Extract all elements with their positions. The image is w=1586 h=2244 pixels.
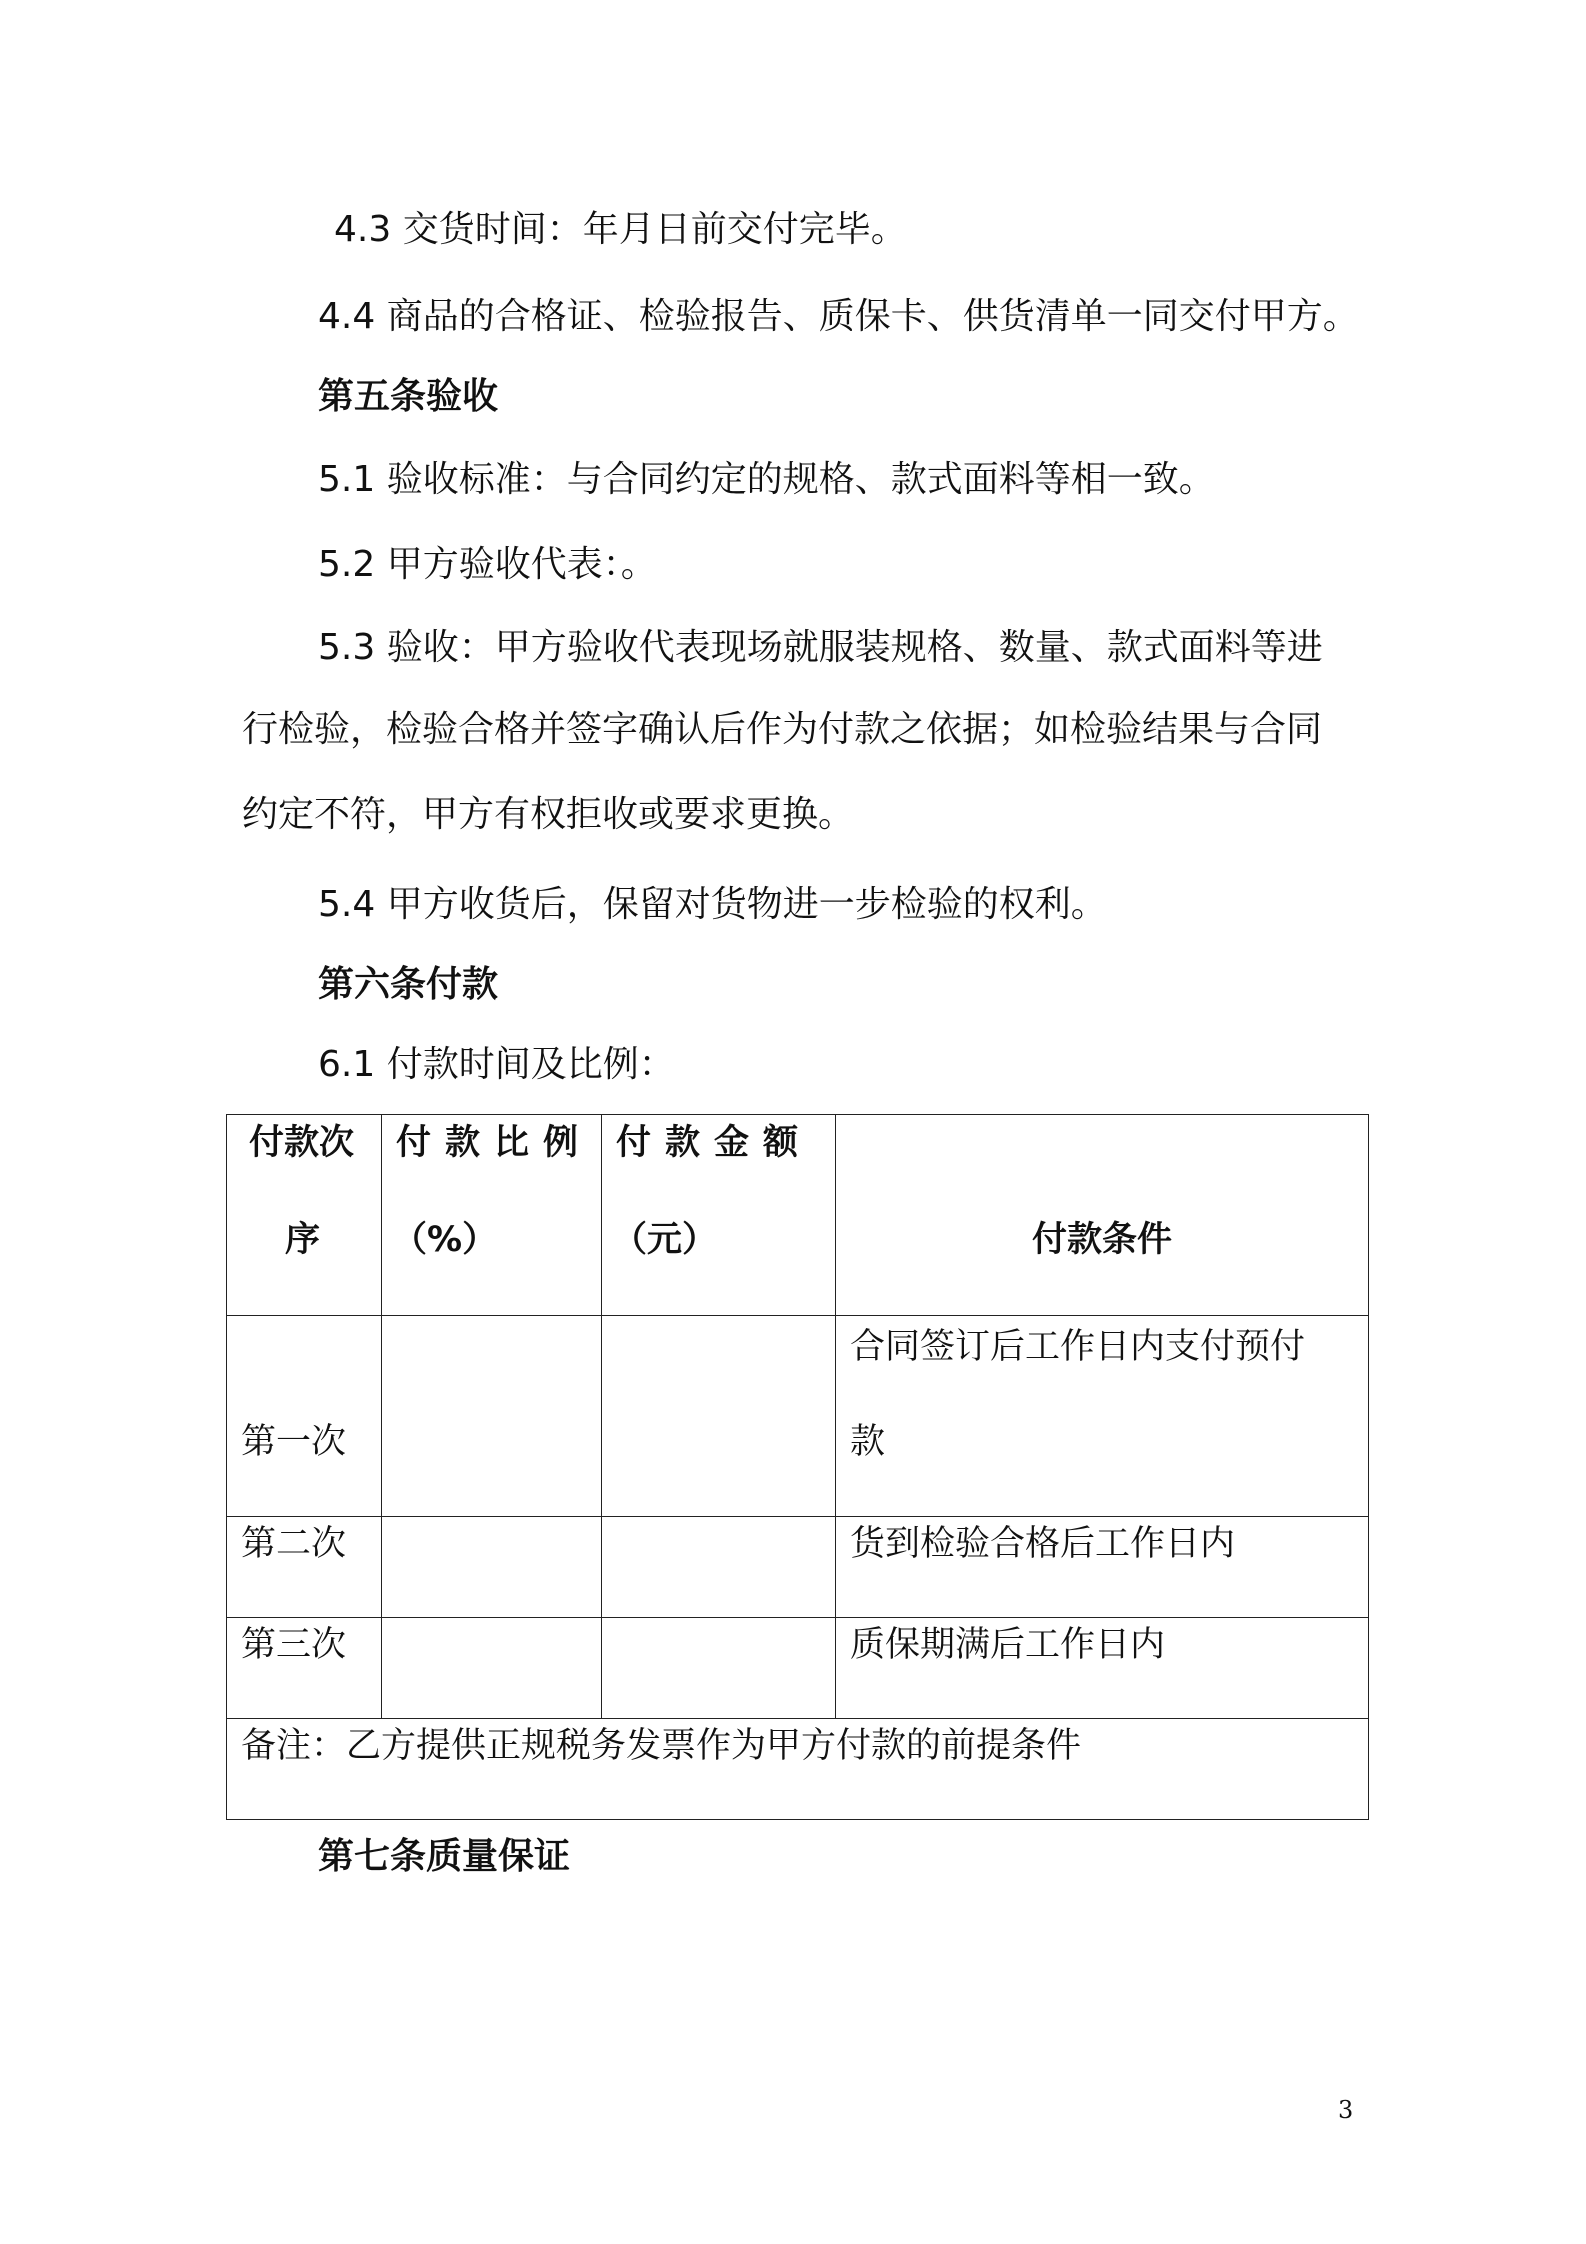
header-condition: 付款条件 [836,1115,1369,1316]
row-2-order: 第二次 [227,1517,382,1618]
row-2-ratio [382,1517,602,1618]
row-3-condition: 质保期满后工作日内 [836,1618,1369,1719]
clause-4-4: 4.4 商品的合格证、检验报告、质保卡、供货清单一同交付甲方。 [318,296,1359,337]
row-3-order: 第三次 [227,1618,382,1719]
table-header-row [227,1115,1369,1316]
row-1-amount [602,1316,836,1517]
article-5-heading: 第五条验收 [318,376,499,417]
header-amount: 付款金额 （元） [602,1115,836,1316]
row-2-condition: 货到检验合格后工作日内 [836,1517,1369,1618]
clause-5-4: 5.4 甲方收货后，保留对货物进一步检验的权利。 [318,884,1107,925]
header-ratio: 付款比例 （%） [382,1115,602,1316]
clause-5-3-line-3: 约定不符，甲方有权拒收或要求更换。 [242,794,855,835]
header-order: 付款次 序 [227,1115,382,1316]
table-row [227,1517,1369,1618]
clause-5-1: 5.1 验收标准：与合同约定的规格、款式面料等相一致。 [318,459,1215,500]
row-1-ratio [382,1316,602,1517]
table-row [227,1618,1369,1719]
clause-5-3-line-1: 5.3 验收：甲方验收代表现场就服装规格、数量、款式面料等进 [318,627,1323,668]
row-3-ratio [382,1618,602,1719]
table-note-row [227,1719,1369,1820]
row-1-order: 第一次 [227,1316,382,1517]
clause-5-2: 5.2 甲方验收代表：。 [318,544,657,585]
article-7-heading: 第七条质量保证 [318,1836,571,1877]
row-1-condition: 合同签订后工作日内支付预付 款 [836,1316,1369,1517]
clause-4-3: 4.3 交货时间：年月日前交付完毕。 [334,209,907,250]
article-6-heading: 第六条付款 [318,964,499,1005]
row-2-amount [602,1517,836,1618]
table-row [227,1316,1369,1517]
clause-6-1: 6.1 付款时间及比例： [318,1044,675,1085]
table-note: 备注：乙方提供正规税务发票作为甲方付款的前提条件 [227,1719,1369,1820]
clause-5-3-line-2: 行检验，检验合格并签字确认后作为付款之依据；如检验结果与合同 [242,709,1323,750]
payment-schedule-table [226,1114,1369,1820]
page-number: 3 [1338,2096,1354,2124]
row-3-amount [602,1618,836,1719]
